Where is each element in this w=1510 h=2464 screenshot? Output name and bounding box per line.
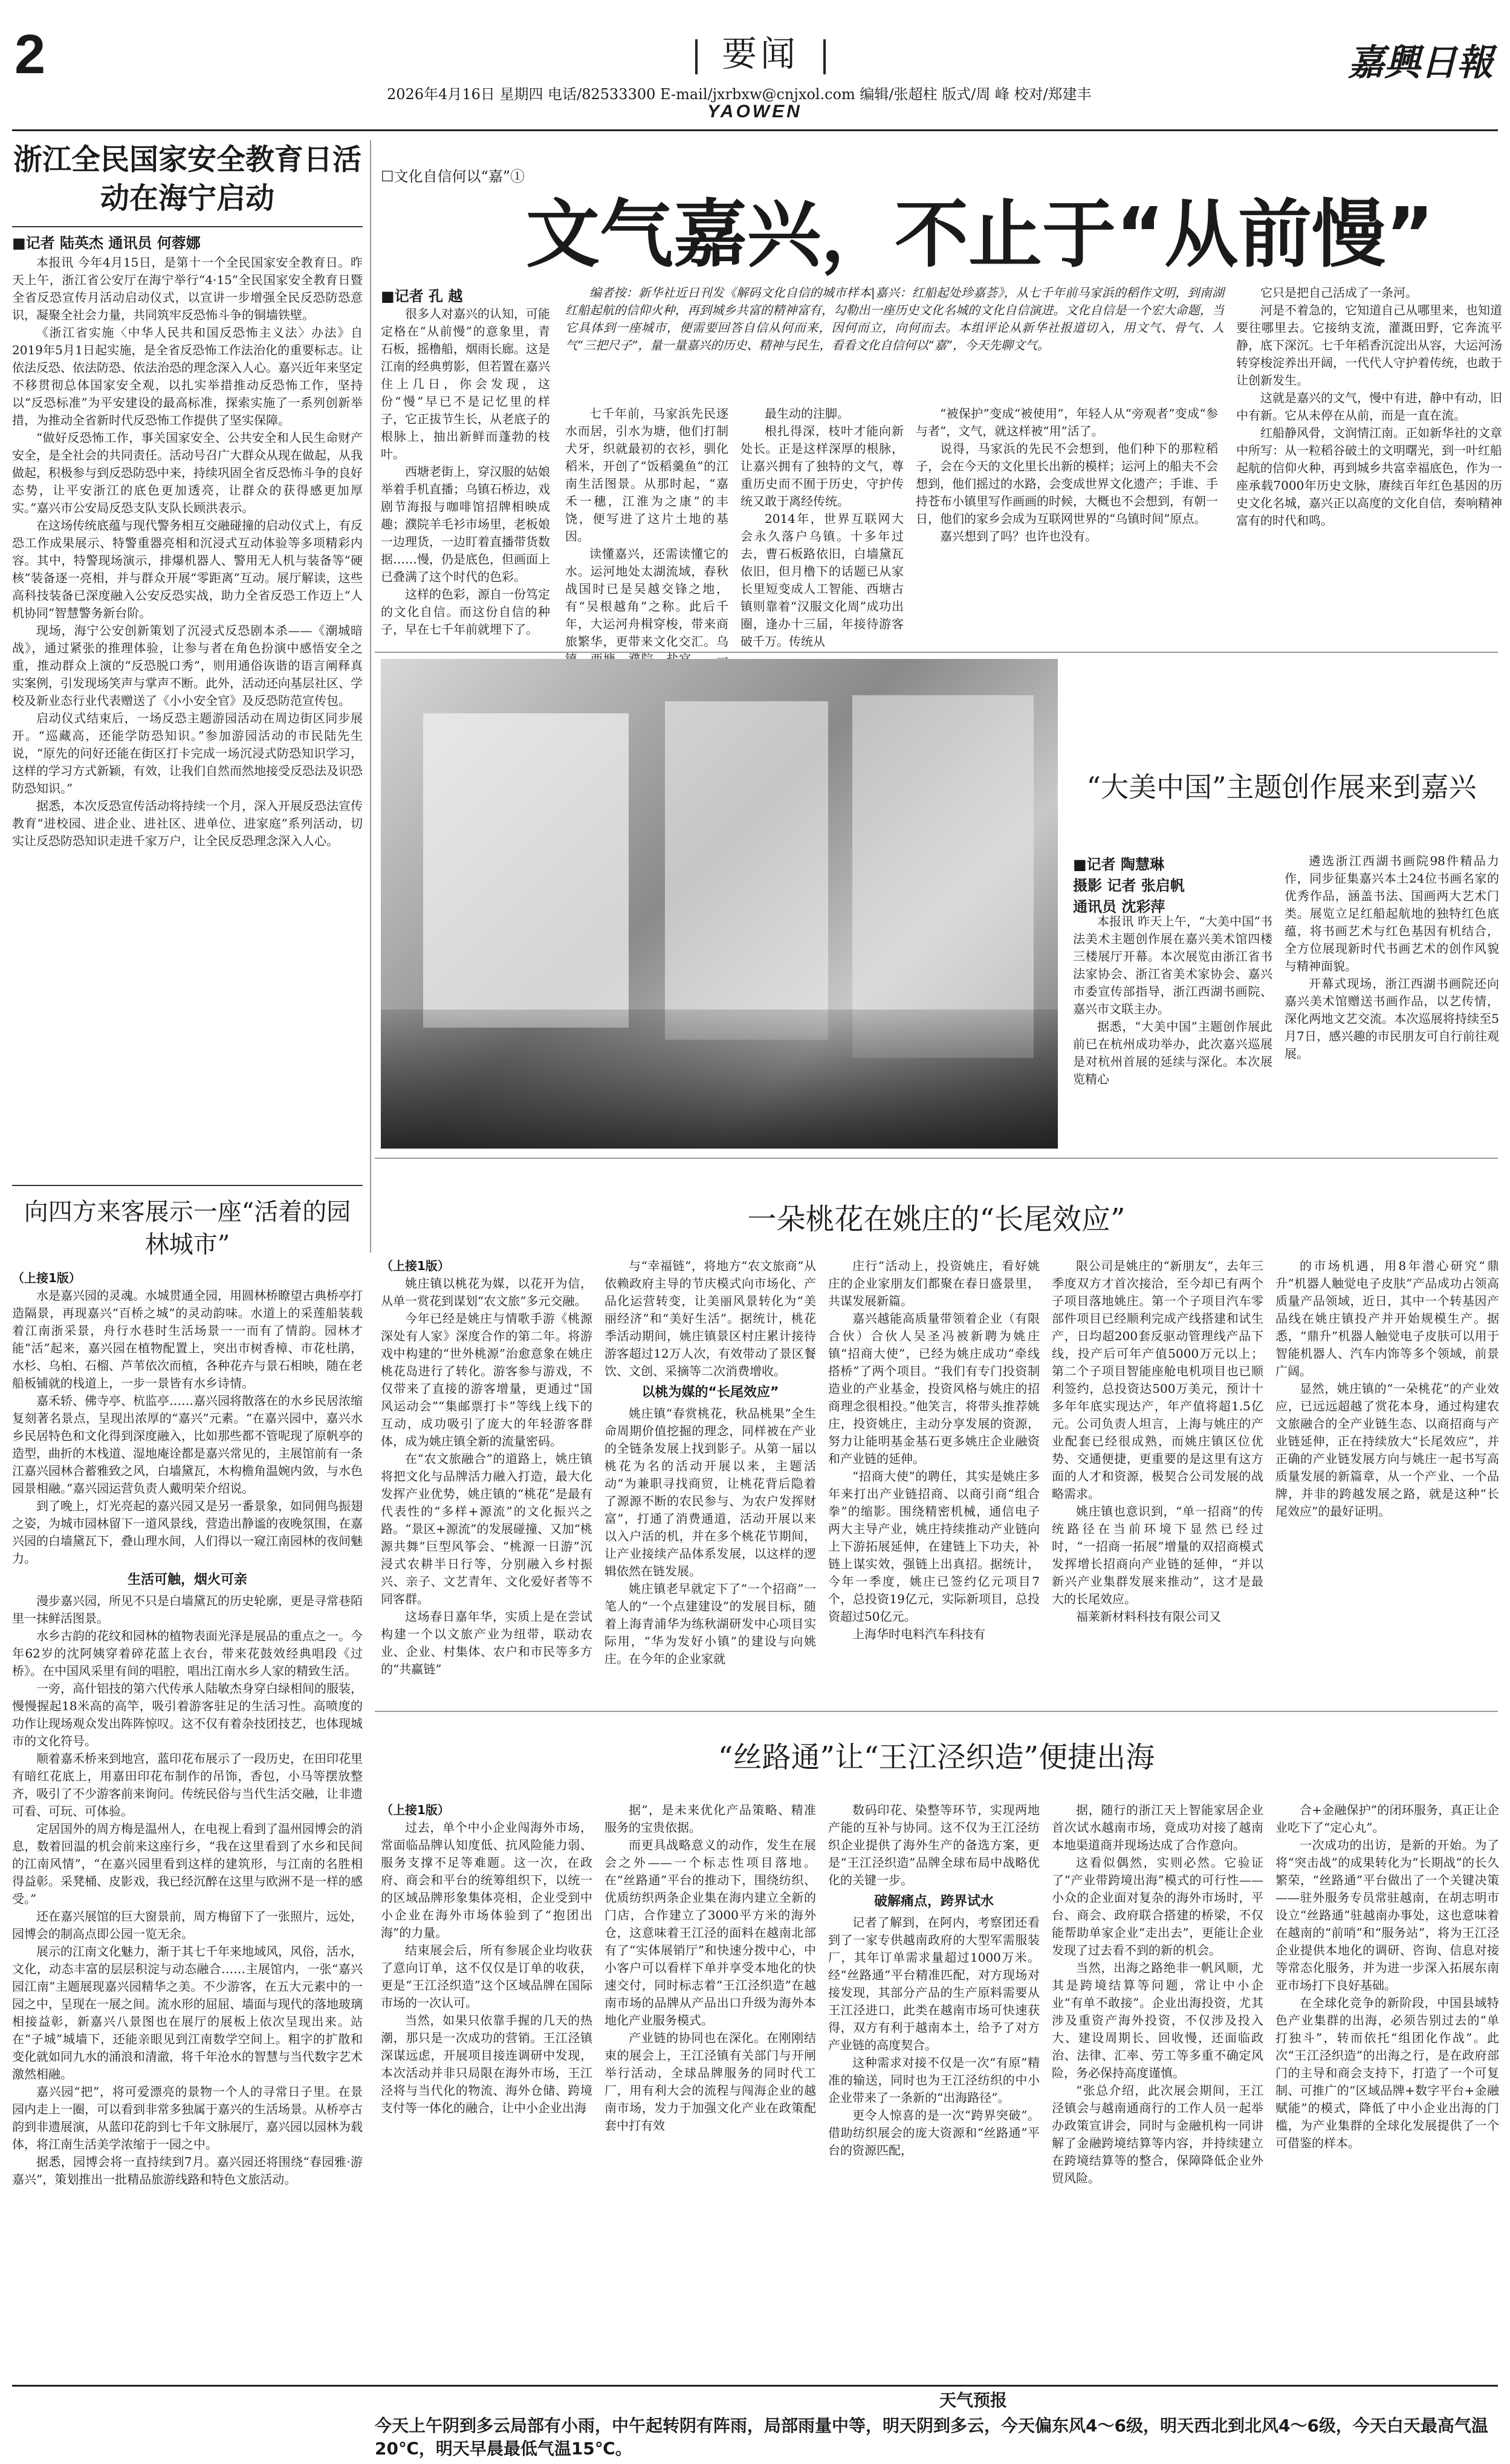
article-body bbox=[916, 405, 1218, 644]
paragraph: 在全球化竞争的新阶段，中国县域特色产业集群的出海，必须告别过去的“单打独斗”，转而依托“组团化作战”。此次“王江泾织造”的出海之行，是在政府部门的主导和商会支持下，打造了一个可复制、可推广的“区域品牌+数字平台+金融赋能”的模式，降低了中小企业出海的门槛，为产业集群的全球化发展提供了一个可借鉴的样本。 bbox=[1275, 1996, 1499, 2150]
article-body bbox=[565, 405, 728, 649]
paragraph: 漫步嘉兴园，所见不只是白墙黛瓦的历史轮廓，更是寻常巷陌里一抹鲜活图景。 bbox=[12, 1593, 363, 1626]
paragraph: 七千年前，马家浜先民逐水而居，引水为塘，他们打制犬牙，织就最初的衣衫，驯化稻米，开创了“饭稻羹鱼”的江南生活图景。从那时起，“嘉禾一穗，江淮为之康”的丰饶，便写进了这片土地的基因。 bbox=[565, 406, 728, 543]
article-body bbox=[1052, 1801, 1263, 2382]
article-body bbox=[12, 1269, 363, 2382]
paragraph: 嘉兴想到了吗？也许也没有。 bbox=[940, 529, 1097, 543]
article-body bbox=[604, 1801, 816, 2382]
byline: ■记者 陆英杰 通讯员 何蓉娜 bbox=[12, 226, 363, 252]
paragraph: 合+金融保护”的闭环服务，真正让企业吃下了“定心丸”。 bbox=[1275, 1803, 1499, 1835]
paragraph: 西塘老街上，穿汉服的姑娘举着手机直播；乌镇石桥边，戏剧节海报与咖啡馆招牌相映成趣；濮院羊毛衫市场里，老板娘一边理货，一边盯着直播带货数据……慢，仍是底色，但画面上已叠满了这个时代的色彩。 bbox=[381, 464, 550, 584]
story-national-security bbox=[12, 140, 363, 257]
byline: 通讯员 沈彩萍 bbox=[1073, 898, 1165, 915]
section-title bbox=[671, 25, 850, 76]
paragraph: 当然，出海之路绝非一帆风顺，尤其是跨境结算等问题，常让中小企业“有单不敢接”。企业出海投资，尤其涉及重资产海外投资，不仅涉及投入大、建设周期长、回收慢，还面临政治、法律、汇率、劳工等多重不确定风险，务必保持高度谨慎。 bbox=[1052, 1960, 1263, 2080]
subhead: 生活可触，烟火可亲 bbox=[127, 1572, 247, 1587]
section-divider bbox=[12, 1185, 363, 1186]
paragraph: 读懂嘉兴，还需读懂它的水。运河地处太湖流域，春秋战国时已是吴越交锋之地，有“吴根越角”之称。此后千年，大运河舟楫穿梭，带来商旅繁华，更带来文化交汇。乌 bbox=[565, 546, 728, 649]
byline: ■记者 陶慧琳 bbox=[1073, 856, 1165, 873]
paragraph: 据，随行的浙江天上智能家居企业首次试水越南市场，竟成功对接了越南本地渠道商并现场达成了合作意向。 bbox=[1052, 1803, 1263, 1852]
paragraph: 这种需求对接不仅是一次“有原”精准的输送，同时也为王江泾纺织的中小企业带来了一条新的“出海路径”。 bbox=[828, 2055, 1040, 2105]
paragraph: 与“幸福链”，将地方“农文旅商”从依赖政府主导的节庆模式向市场化、产品化运营转变，让美丽风景转化为“美丽经济”和“美好生活”。据统计，桃花季活动期间，姚庄镇景区村庄累计接待游客超过12万人次，有效带动了景区餐饮、文创、采摘等二次消费增收。 bbox=[604, 1259, 816, 1378]
paragraph: 红船静风骨，文润情江南。正如新华社的文章中所写：从一粒稻谷破土的文明曙光，到一叶红船起航的信仰火种，再到城乡共富幸福底色，作为一座承载7000年历史文脉，赓续百年红色基因的历史文化名城，嘉兴正以高度的文化自信，奏响精神富有的时代和鸣。 bbox=[1236, 426, 1502, 528]
continuation: （上接1版） bbox=[381, 1803, 450, 1817]
paragraph: 庄行”活动上，投资姚庄，看好姚庄的企业家朋友们都聚在春日盛景里，共谋发展新篇。 bbox=[828, 1259, 1040, 1308]
headline: 一朵桃花在姚庄的“长尾效应” bbox=[747, 1202, 1126, 1236]
series-kicker: ☐文化自信何以“嘉”① bbox=[381, 168, 525, 185]
editor-note-text: 编者按：新华社近日刊发《解码文化自信的城市样本|嘉兴：红船起处珍嘉荟》，从七千年前马家浜的稻作文明，到南湖红船起航的信仰火种，再到城乡共富的精神富有，勾勒出一座历史文化名城的文化自信演进。文化自信是一个宏大命题，当它具体到一座城市，便需要回答自信从何而来，因何而立，向何而去。本组评论从新华社报道切入，用文气、骨气、人气“三把尺子”，量一量嘉兴的历史、精神与民生，看看文化自信何以“嘉”，今天先聊文气。 bbox=[565, 285, 1224, 352]
section-title-label: 要闻 bbox=[722, 33, 800, 74]
paragraph: 《浙江省实施〈中华人民共和国反恐怖主义法〉办法》自2019年5月1日起实施，是全省反恐怖工作法治化的重要标志。让依法反恐、依法防恐、依法治恐的理念深入人心。嘉兴近年来坚定不移贯彻总体国家安全观，以扎实举措推动反恐怖工作，坚持以“反恐标准”为平安建设的最高标准，探索实施了一系列创新举措，为推动全省新时代反恐怖工作提供了坚实保障。 bbox=[12, 325, 363, 427]
paragraph: 据悉，本次反恐宣传活动将持续一个月，深入开展反恐法宣传教育“进校园、进企业、进社区、进单位、进家庭”系列活动，切实让反恐防恐知识走进千家万户，让全民反恐理念深入人心。 bbox=[12, 799, 363, 848]
paragraph: 定居国外的周方梅是温州人，在电视上看到了温州园博会的消息，数着回温的机会前来这座行乡，“我在这里看到了水乡和民间的江南风情”，“在嘉兴园里看到这样的建筑形，与江南的名胜相得益彰。采凳桶、皮影戏，我已经沉醉在这里与欧洲不是一样的感受。” bbox=[12, 1821, 363, 1906]
paragraph: 据悉，“大美中国”主题创作展此前已在杭州成功举办，此次嘉兴巡展是对杭州首展的延续与深化。本次展览精心 bbox=[1073, 1019, 1272, 1086]
paragraph: 今年已经是姚庄与情歌手游《桃源深处有人家》深度合作的第二年。将游戏中构建的“世外桃源”治愈意象在姚庄桃花岛进行了转化。游客参与游戏，不仅带来了直接的游客增量，更通过“国风运动会”“集邮票打卡”等线上线下的互动，成功吸引了庞大的年轻游客群体，成为姚庄镇全新的流量密码。 bbox=[381, 1311, 592, 1448]
paragraph: 记者了解到，在阿内，考察团还看到了一家专供越南政府的大型军需服装厂，其年订单需求量超过1000万米。经“丝路通”平台精准匹配，对方现场对接发现，其部分产品的生产原料需要从王江泾进口，此类在越南市场可快速获得，双方有利于越南本土，给予了对方产业链的高度契合。 bbox=[828, 1915, 1040, 2052]
paragraph: 很多人对嘉兴的认知，可能定格在“从前慢”的意象里，青石板，摇橹船，烟雨长廊。这是江南的经典剪影，但若置在嘉兴住上几日，你会发现，这份“慢”早已不是记忆里的样子，它正拔节生长，从老底子的根脉上，抽出新鲜而蓬勃的枝叶。 bbox=[381, 306, 550, 461]
headline: 浙江全民国家安全教育日活动在海宁启动 bbox=[13, 143, 361, 215]
subhead: 以桃为媒的“长尾效应” bbox=[641, 1385, 779, 1400]
paragraph: 水乡古韵的花纹和园林的植物表面光泽是展品的重点之一。今年62岁的沈阿姨穿着碎花蓝上衣台，带来花鼓效经典唱段《过桥》。在中国风采里有间的唱腔，唱出江南水乡人家的精致生活。 bbox=[12, 1629, 363, 1678]
exhibition-photo bbox=[381, 659, 1058, 1149]
column-divider bbox=[370, 140, 371, 1253]
article-body bbox=[381, 305, 550, 644]
headline: 向四方来客展示一座“活着的园林城市” bbox=[24, 1198, 351, 1259]
paragraph: 本报讯 昨天上午，“大美中国”书法美术主题创作展在嘉兴美术馆四楼三楼展厅开幕。本次展览由浙江省书法家协会、浙江省美术家协会、嘉兴市委宣传部指导，浙江西湖书画院、嘉兴市文联主办。 bbox=[1073, 914, 1272, 1016]
article-body bbox=[12, 254, 363, 1185]
paragraph: 现场，海宁公安创新策划了沉浸式反恐剧本杀——《潮城暗战》，通过紧张的推理体验，让参与者在角色扮演中感悟安全之重，推动群众上演的“反恐脱口秀”，则用通俗诙谐的语言阐释真实案例，引发现场笑声与掌声不断。此外，活动还向基层社区、学校及新业态行业代表赠送了《小小安全官》及反恐防范宣传包。 bbox=[12, 623, 363, 708]
paragraph: 姚庄镇“春赏桃花，秋品桃果”全生命周期价值挖掘的理念，同样被在产业的全链条发展上找到影子。从第一届以桃花为名的活动开展以来，主题活动“为兼职寻找商贸，让桃花背后隐着了源源不断的农民参与、为农户发挥财富”，打通了消费通道，活动开展以来以入户活的机，并在多个桃花节期间，让产业接续产品体系发展，以这样的逻辑依然在链发展。 bbox=[604, 1406, 816, 1578]
paragraph: 水是嘉兴园的灵魂。水城贯通全园，用圆林桥瞭望古典桥亭打造隔景，再现嘉兴“百桥之城”的灵动韵味。水道上的采莲船装载着江南浙采景，舟行水巷时生活场景一一而有了情韵。园林才能“活”起来，嘉兴园在植物配置上，突出市树香樟、市花杜鹃，水杉、乌桕、石榴、芦苇依次而植，各种花卉与景石相映，随在老船板铺就的栈道上，一步一景皆有水乡诗情。 bbox=[12, 1288, 363, 1390]
paragraph: 嘉兴越能高质量带领着企业（有限合伙）合伙人吴圣冯被新聘为姚庄镇“招商大使”，已经为姚庄成功“牵线搭桥”了两个项目。“我们有专门投资制造业的产业基金，投资风格与姚庄的招商理念很相投。”他笑言，将带头推荐姚庄，投资姚庄，主动分享发展的资源，努力让能明基金基石更多姚庄企业融资和产业链的延伸。 bbox=[828, 1311, 1040, 1466]
article-body bbox=[1236, 284, 1502, 647]
paragraph: 一次成功的出访，是新的开始。为了将“突击战”的成果转化为“长期战”的长久繁荣，“丝路通”平台做出了一个关键决策——驻外服务专员常驻越南，在胡志明市设立“丝路通”驻越南办事处，这也意味着在越南的“前哨”和“服务站”，将为王江泾企业提供本地化的调研、咨询、信息对接等常态化服务，并为进一步深入拓展东南亚市场打下良好基础。 bbox=[1275, 1838, 1499, 1992]
newspaper-logo: 嘉興日報 bbox=[1348, 42, 1493, 84]
page-number: 2 bbox=[15, 24, 46, 85]
paragraph: 姚庄镇老早就定下了“一个招商”一笔人的“一个点建建设”的发展目标，随着上海青浦华为练秋湖研发中心项目实际用，“华为发好小镇”的建设与向姚庄。在今年的企业家就 bbox=[604, 1581, 816, 1666]
paragraph: 嘉禾轿、佛寺亭、杭监亭……嘉兴园将散落在的水乡民居浓缩复刻著名景点，呈现出浓厚的“嘉兴”元素。“在嘉兴园中，嘉兴水乡民居特色和文化得到深度融入，比如那些都不管呢现了原帆亭的造型，曲折的木栈道、湿地庵诠都是嘉兴常见的，主展馆前有一条江嘉兴园林合蓄雅致之风，白墙黛瓦，木构檐角温婉内敛，与水色园景相融。”嘉兴园运营负责人戴明荣介绍说。 bbox=[12, 1393, 363, 1496]
paragraph: 的市场机遇，用8年潜心研究“鼎升”机器人触觉电子皮肤”产品成功占领高质量产品领域，近日，其中一个转基因产品线在姚庄镇投产并开始规模生产。据悉，“鼎升”机器人触觉电子皮肤可以用于智能机器人、汽车内饰等多个领域，前景广阔。 bbox=[1275, 1259, 1499, 1378]
article-body bbox=[1275, 1801, 1499, 2382]
paragraph: 显然，姚庄镇的“一朵桃花”的产业效应，已远远超越了赏花本身，通过构建农文旅融合的全产业链生态、以商招商与产业链延伸，正在持续放大“长尾效应”，并正确的产业链发展方向与姚庄一起书写高质量发展的新篇章，从一个产业、一个品牌，并非的跨越发展之路，就是这种“长尾效应”的最好证明。 bbox=[1275, 1381, 1499, 1519]
paragraph: 姚庄镇也意识到，“单一招商”的传统路径在当前环境下显然已经过时，“一招商一拓展”增量的双招商模式发挥增长招商向产业链的延伸，“并以新兴产业集群发展来推动”，这才是最大的长尾效应。 bbox=[1052, 1504, 1263, 1606]
weather-forecast: 今天上午阴到多云局部有小雨，中午起转阴有阵雨，局部雨量中等，明天阴到多云，今天偏东风4～6级，明天西北到北风4～6级，今天白天最高气温20℃，明天早晨最低气温15℃。 bbox=[375, 2416, 1488, 2459]
paragraph: 数码印花、染整等环节，实现两地产能的互补与协同。这不仅为王江泾纺织企业提供了海外生产的备选方案，更是“王江泾织造”品牌全球布局中战略优化的关键一步。 bbox=[828, 1803, 1040, 1887]
paragraph: 这就是嘉兴的文气，慢中有进，静中有动，旧中有新。它从未停在从前，而是一直在流。 bbox=[1236, 391, 1502, 423]
bylines bbox=[1073, 852, 1275, 916]
visitor-crowd bbox=[381, 1010, 1058, 1149]
paragraph: “招商大使”的聘任，其实是姚庄多年来打出产业链招商、以商引商“组合拳”的缩影。围绕精密机械，通信电子两大主导产业，姚庄持续推动产业链向上下游拓展延伸，在建链上下功夫，补链上谋实效，强链上出真招。据统计，今年一季度，姚庄已签约亿元项目7个，总投资19亿元，实际新项目，总投资超过50亿元。 bbox=[828, 1469, 1040, 1624]
article-body bbox=[828, 1257, 1040, 1699]
article-body bbox=[1052, 1257, 1263, 1699]
paragraph: 开幕式现场，浙江西湖书画院还向嘉兴美术馆赠送书画作品，以艺传情，深化两地文艺交流。本次巡展将持续至5月7日，感兴趣的市民朋友可自行前往观展。 bbox=[1285, 976, 1499, 1061]
paragraph: 一旁，高什铝技的第六代传承人陆敏杰身穿白绿相间的服装，慢慢握起18米高的高竿，吸引着游客驻足的生活习性。高喷度的功作让现场观众发出阵阵惊叹。这不仅有着杂技团技艺，也体现城市的文化符号。 bbox=[12, 1681, 363, 1748]
paragraph: 还在嘉兴展馆的巨大窗景前，周方梅留下了一张照片，远处，园博会的制高点即公园一览无余。 bbox=[12, 1909, 363, 1941]
paragraph: 姚庄镇以桃花为媒，以花开为信，从单一赏花到谋划“农文旅”多元交融。 bbox=[381, 1276, 592, 1308]
continuation: （上接1版） bbox=[12, 1271, 81, 1285]
painting-panel bbox=[423, 713, 629, 1028]
paragraph: 根扎得深，枝叶才能向新处长。正是这样深厚的根脉，让嘉兴拥有了独特的文气，尊重历史而不囿于历史，守护传统又敢于离经传统。 bbox=[740, 424, 904, 508]
paragraph: 说得，马家浜的先民不会想到，他们种下的那粒稻子，会在今天的文化里长出新的模样；运河上的船夫不会想到，他们摇过的水路，会变成世界文化遗产；手谁、手持苍布小镇里写作画画的时候，大概也不会想到，有朝一日，他们的家乡会成为互联网世界的“乌镇时间”原点。 bbox=[916, 441, 1218, 526]
article-body bbox=[740, 405, 904, 649]
subhead: 破解痛点，跨界试水 bbox=[873, 1894, 994, 1909]
paragraph: 更令人惊喜的是一次“跨界突破”。借助纺织展会的庞大资源和“丝路通”平台的资源匹配， bbox=[828, 2108, 1040, 2158]
paragraph: 当然，如果只依靠手握的几天的热潮，那只是一次成功的营销。王江泾镇深谋远虑，开展项目接连调研中发现，本次活动并非只局限在海外市场，王江泾将与当代化的物流、海外仓储、跨境支付等一体化的融合，让中小企业出海 bbox=[381, 2013, 592, 2115]
paragraph: 最生动的注脚。 bbox=[765, 406, 849, 421]
headline: 文气嘉兴，不止于“从前慢” bbox=[526, 192, 1434, 277]
paragraph: 本报讯 今年4月15日，是第十一个全民国家安全教育日。昨天上午，浙江省公安厅在海宁举行“4·15”全民国家安全教育日暨全省反恐宣传月活动启动仪式，以宣讲一步增强全民反恐防恐意识，凝聚全社会力量，共同筑牢反恐怖斗争的铜墙铁壁。 bbox=[12, 255, 363, 322]
section-divider bbox=[375, 652, 1498, 653]
editor-note bbox=[565, 284, 1224, 399]
paragraph: “做好反恐怖工作，事关国家安全、公共安全和人民生命财产安全，是全社会的共同责任。活动号召广大群众从现在做起，从我做起，积极参与到反恐防恐中来，持续巩固全省反恐怖斗争的良好态势，让平安浙江的底色更加透亮，让群众的获得感更加厚实。”嘉兴市公安局反恐支队支队长顾洪表示。 bbox=[12, 430, 363, 515]
article-body bbox=[1073, 913, 1272, 1149]
paragraph: 这看似偶然，实则必然。它验证了“产业带跨境出海”模式的可行性——小众的企业面对复杂的海外市场时，平台、商会、政府联合搭建的桥梁，不仅能帮助单家企业“走出去”，更能让企业发现了过去看不到的新的机会。 bbox=[1052, 1855, 1263, 1957]
paragraph: 这样的色彩，源自一份笃定的文化自信。而这份自信的种子，早在七千年前就埋下了。 bbox=[381, 587, 550, 637]
painting-panel bbox=[665, 701, 828, 1040]
calligraphy-panel bbox=[852, 695, 1034, 1058]
paragraph: 福莱新材料科技有限公司又 bbox=[1076, 1609, 1221, 1624]
paragraph: 上海华时电料汽车科技有 bbox=[852, 1627, 985, 1641]
article-body bbox=[381, 1257, 592, 1699]
article-body bbox=[828, 1801, 1040, 2382]
paragraph: 产业链的协同也在深化。在刚刚结束的展会上，王江泾镇有关部门与开闸举行活动，全球品牌服务的同时代工厂，用有利大会的流程与闯海企业的越南市场，发力于加强文化产业在政策配套中打有效 bbox=[604, 2031, 816, 2133]
headline: “丝路通”让“王江泾织造”便捷出海 bbox=[718, 1740, 1155, 1774]
weather-label: 天气预报 bbox=[939, 2390, 1007, 2410]
section-title-en: YAOWEN bbox=[707, 102, 802, 122]
header-rule bbox=[12, 129, 1498, 131]
paragraph: 据”，是未来优化产品策略、精准服务的宝贵依据。 bbox=[604, 1803, 816, 1835]
paragraph: 嘉兴园“把”，将可爱漂亮的景物一个人的寻常日子里。在景园内走上一圈，可以看到非常多独属于嘉兴的生活场景。从桥亭古韵到非遗展演，从蓝印花韵到七千年文脉展厅，嘉兴园以园林为载体，将江南生活美学浓缩于一园之中。 bbox=[12, 2084, 363, 2151]
weather-rule bbox=[12, 2385, 1498, 2387]
paragraph: 河是不着急的，它知道自己从哪里来，也知道要往哪里去。它接纳支流，灌溉田野，它奔流平静，底下深沉。七千年稻香沉淀出从容，大运河汤转穿梭淀养出开阔，一代代人守护着传统，也敢于让创新发生。 bbox=[1236, 303, 1502, 387]
article-body bbox=[604, 1257, 816, 1699]
paragraph: 启动仪式结束后，一场反恐主题游园活动在周边街区同步展开。“巡藏高，还能学防恐知识。”参加游园活动的市民陆先生说，“原先的问好还能在街区打卡完成一场沉浸式防恐知识学习，这样的学习方式新颖，有效，让我们自然而然地接受反恐法及识恐防恐知识。” bbox=[12, 711, 363, 796]
continuation: （上接1版） bbox=[381, 1259, 450, 1273]
paragraph: “张总介绍，此次展会期间，王江泾镇会与越南通商行的工作人员一起举办政策宣讲会，同时与金融机构一同讲解了金融跨境结算等内容，并持续建立在跨境结算等的整合，保障降低企业外贸风险。 bbox=[1052, 2083, 1263, 2185]
masthead-meta: 2026年4月16日 星期四 电话/82533300 E-mail/jxrbxw@cnjxol.com 编辑/张超柱 版式/周 峰 校对/郑建丰 bbox=[387, 86, 1092, 103]
paragraph: 2014年，世界互联网大会永久落户乌镇。十多年过去，曹石板路依旧，白墙黛瓦依旧，但月橹下的话题已从家长里短变成人工智能、西塘古镇则靠着“汉服文化周”成功出圈，逢办十三届，年接待游客破千万。传统从 bbox=[740, 511, 904, 649]
paragraph: “被保护”变成“被使用”，年轻人从“旁观者”变成“参与者”，文气，就这样被“用”活了。 bbox=[916, 406, 1218, 438]
paragraph: 在“农文旅融合”的道路上，姚庄镇将把文化与品牌活力融入打造，最大化发挥产业优势，姚庄镇的“桃花”是最有代表性的“多样+源流”的文化振兴之路。“景区+源流”的发展碰撞、又加“桃源共舞”巨型风筝会、“桃源一日游”沉浸式农耕半日行等，分别融入乡村振兴、亲子、文艺青年、文化爱好者等不同客群。 bbox=[381, 1451, 592, 1606]
paragraph: 在这场传统底蕴与现代警务相互交融碰撞的启动仪式上，有反恐工作成果展示、特警重器亮相和沉浸式互动体验等多项精彩内容。其中，特警现场演示，排爆机器人、警用无人机与装备等“硬核”装备逐一亮相，并与群众开展“零距离”互动。展厅解读，这些高科技装备已深度融入公安反恐实战，助力全省反恐工作迈上“人机协同”智慧警务新台阶。 bbox=[12, 518, 363, 620]
byline: 摄影 记者 张启帆 bbox=[1073, 877, 1185, 894]
paragraph: 限公司是姚庄的“新朋友”，去年三季度双方才首次接洽，至今却已有两个子项目落地姚庄。第一个子项目汽车零部件项目已经顺利完成产线搭建和试生产，日均超200套反驱动管理线产品下线，投产后可年产值5000万元以上；第二个子项目智能座舱电机项目也已顺利签约，总投资达500万美元，预计十多年年底实现达产，年产值将超1.5亿元。公司负责人坦言，上海与姚庄的产业配套已经很成熟，而姚庄镇区位优势、交通便捷，更重要的是这里有这方面的人才和资源，极契合公司发展的战略需求。 bbox=[1052, 1259, 1263, 1501]
paragraph: 遴选浙江西湖书画院98件精品力作，同步征集嘉兴本土24位书画名家的优秀作品，涵盖书法、国画两大艺术门类。展览立足红船起航地的独特红色底蕴，将书画艺术与红色基因有机结合，全方位展现新时代书画艺术的创作风貌与精神面貌。 bbox=[1285, 854, 1499, 973]
headline: “大美中国”主题创作展来到嘉兴 bbox=[1086, 771, 1477, 803]
section-divider bbox=[375, 1158, 1498, 1159]
paragraph: 据悉，园博会将一直持续到7月。嘉兴园还将围绕“春园雅·游嘉兴”，策划推出一批精品旅游线路和特色文旅活动。 bbox=[12, 2154, 363, 2187]
byline: ■记者 孔 越 bbox=[381, 288, 463, 305]
paragraph: 这场春日嘉年华，实质上是在尝试构建一个以文旅产业为纽带，联动农业、企业、村集体、农户和市民等多方的“共赢链” bbox=[381, 1609, 592, 1676]
section-divider bbox=[375, 1711, 1498, 1712]
paragraph: 展示的江南文化魅力，渐于其七千年来地域风，风俗，活水，文化，动态丰富的层层积淀与动态融合……主展馆内，一张“嘉兴园江南”主题展现嘉兴园精华之美。不少游客，在五大元素中的一园之中，呈现在一展之间。流水形的屈屈、墙面与现代的落地玻璃相接益彰，新嘉兴八景图也在展厅的展板上依次呈现出来。站在“子城”城墙下，还能亲眼见到江南数学空间上。粗字的扩散和变化就如同九水的涌浪和清澈，将千年沧水的智慧与当代数字艺术激然相融。 bbox=[12, 1944, 363, 2081]
paragraph: 而更具战略意义的动作，发生在展会之外——一个标志性项目落地。在“丝路通”平台的推动下，围绕纺织、优质纺织两条企业集在海内建立全新的门店，合作建立了3000平方米的海外仓，这意味着王江泾的面料在越南北部有了“实体展销厅”和快速分拨中心，中小客户可以看样下单并享受本地化的快速交付，同时标志着“王江泾织造”在越南市场的品牌从产品出口升级为海外本地化产业服务模式。 bbox=[604, 1838, 816, 2028]
paragraph: 结束展会后，所有参展企业均收获了意向订单，这不仅仅是订单的收获，更是“王江泾织造”这个区域品牌在国际市场的一次认可。 bbox=[381, 1943, 592, 2010]
article-body bbox=[381, 1801, 592, 2382]
paragraph: 到了晚上，灯光亮起的嘉兴园又是另一番景象，如同佣鸟振翅之姿，为城市园林留下一道风景线，营造出静谧的夜晚氛围，在嘉兴园的白墙黛瓦下，叠山理水间，人们得以一窥江南园林的夜间魅力。 bbox=[12, 1499, 363, 1566]
article-body bbox=[1285, 852, 1499, 1149]
paragraph: 顺着嘉禾桥来到地宫，蓝印花布展示了一段历史，在田印花里有暗红花底上，用嘉田印花布制作的吊饰，香包，小马等摆放整齐，吸引了不少游客前来询问。传统民俗与当代生活交融，让非遗可看、可玩、可体验。 bbox=[12, 1751, 363, 1818]
paragraph: 过去，单个中小企业闯海外市场，常面临品牌认知度低、抗风险能力弱、服务支撑不足等难题。这一次，在政府、商会和平台的统筹组织下，以统一的区域品牌形象集体亮相，企业受到中小企业在海外市场体验到了“抱团出海”的力量。 bbox=[381, 1820, 592, 1940]
paragraph: 它只是把自己活成了一条河。 bbox=[1260, 285, 1418, 300]
article-body bbox=[1275, 1257, 1499, 1699]
